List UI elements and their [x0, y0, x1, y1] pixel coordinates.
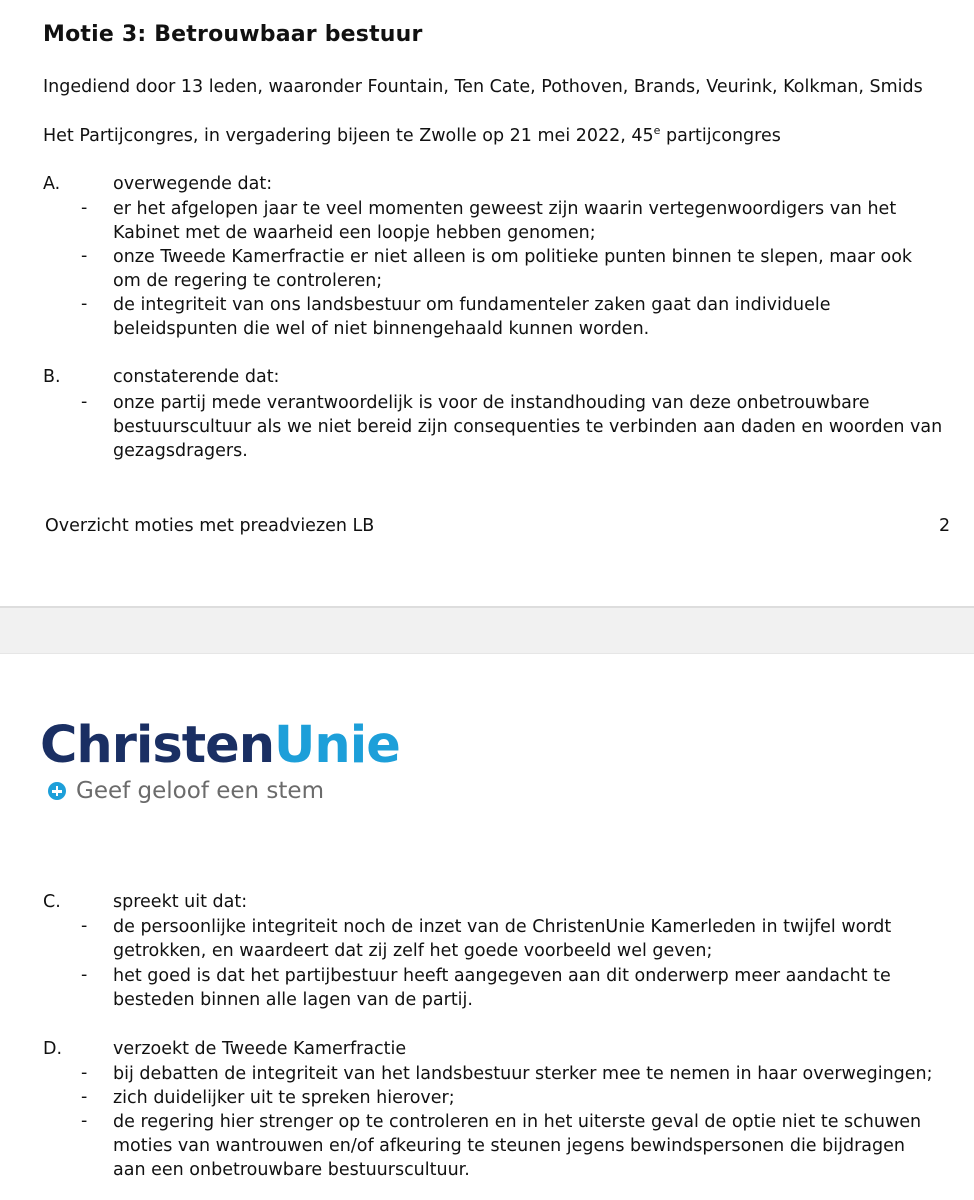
plus-circle-icon — [48, 782, 66, 800]
bullet-dash: - — [81, 1063, 88, 1083]
congress-superscript: e — [653, 124, 661, 138]
list-item: het goed is dat het partijbestuur heeft aangegeven aan dit onderwerp meer aandacht te besteden binnen alle lagen van de partij. — [113, 966, 891, 1010]
document-page-2 — [0, 654, 974, 1200]
bullet-dash: - — [81, 392, 88, 412]
logo-text-christen: Christen — [40, 716, 275, 775]
section-letter: D. — [43, 1039, 63, 1059]
page-footer-title: Overzicht moties met preadviezen LB — [45, 516, 375, 536]
page-number: 2 — [939, 516, 951, 536]
section-heading: overwegende dat: — [113, 174, 273, 194]
list-item: de integriteit van ons landsbestuur om fundamenteler zaken gaat dan individuele beleidspunten die wel of niet binnengehaald kunnen worden. — [113, 295, 831, 339]
congress-text-end: partijcongres — [660, 126, 781, 146]
logo-tagline — [48, 778, 324, 804]
bullet-dash: - — [81, 965, 88, 985]
list-item: er het afgelopen jaar te veel momenten geweest zijn waarin vertegenwoordigers van het Kabinet met de waarheid een loopje hebben genomen; — [113, 199, 897, 243]
christenunie-logo — [40, 716, 400, 775]
congress-line — [43, 126, 781, 146]
section-letter: A. — [43, 174, 61, 194]
tagline-text: Geef geloof een stem — [76, 778, 324, 804]
submitted-by: Ingediend door 13 leden, waaronder Fountain, Ten Cate, Pothoven, Brands, Veurink, Kolkman, Smids — [43, 77, 923, 97]
section-heading: constaterende dat: — [113, 367, 280, 387]
section-letter: C. — [43, 892, 61, 912]
list-item: bij debatten de integriteit van het landsbestuur sterker mee te nemen in haar overwegingen; — [113, 1064, 933, 1084]
bullet-dash: - — [81, 1111, 88, 1131]
list-item: zich duidelijker uit te spreken hierover; — [113, 1088, 455, 1108]
bullet-dash: - — [81, 246, 88, 266]
section-heading: spreekt uit dat: — [113, 892, 248, 912]
section-letter: B. — [43, 367, 61, 387]
page-separator — [0, 606, 974, 654]
bullet-dash: - — [81, 198, 88, 218]
logo-text-unie: Unie — [274, 716, 400, 775]
bullet-dash: - — [81, 1087, 88, 1107]
list-item: de regering hier strenger op te controleren en in het uiterste geval de optie niet te schuwen moties van wantrouwen en/of afkeuring te steunen jegens bewindspersonen die bijdragen aan een onbetrouwbare bestuurscultuur. — [113, 1112, 922, 1180]
motion-title: Motie 3: Betrouwbaar bestuur — [43, 22, 423, 47]
list-item: de persoonlijke integriteit noch de inzet van de ChristenUnie Kamerleden in twijfel wordt getrokken, en waardeert dat zij zelf het goede voorbeeld wel geven; — [113, 917, 892, 961]
bullet-dash: - — [81, 916, 88, 936]
bullet-dash: - — [81, 294, 88, 314]
list-item: onze partij mede verantwoordelijk is voor de instandhouding van deze onbetrouwbare bestuurscultuur als we niet bereid zijn consequenties te verbinden aan daden en woorden van gezagsdragers. — [113, 393, 943, 461]
congress-text: Het Partijcongres, in vergadering bijeen te Zwolle op 21 mei 2022, 45 — [43, 126, 654, 146]
list-item: onze Tweede Kamerfractie er niet alleen is om politieke punten binnen te slepen, maar ook om de regering te controleren; — [113, 247, 913, 291]
section-heading: verzoekt de Tweede Kamerfractie — [113, 1039, 407, 1059]
